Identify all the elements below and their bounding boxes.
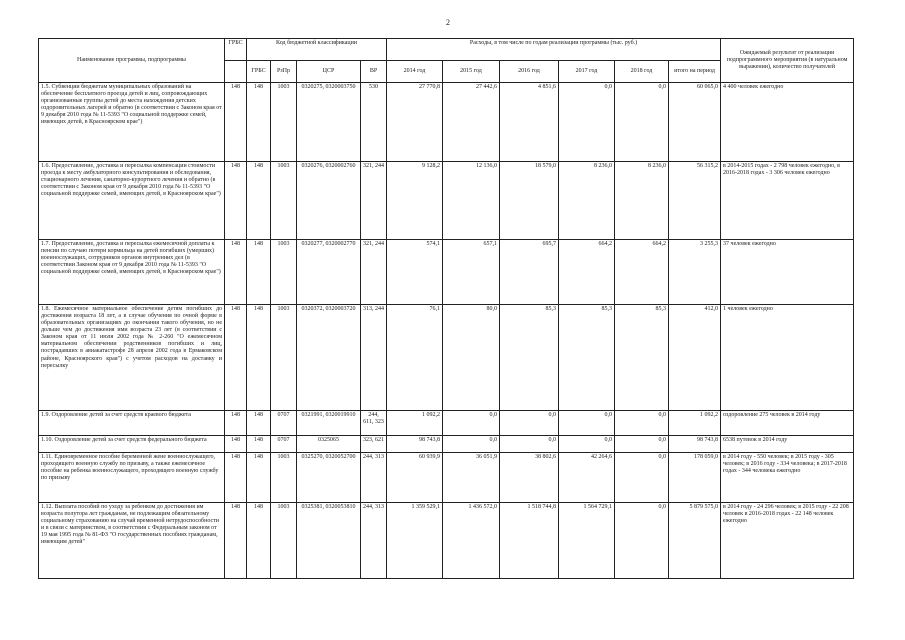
row-name: 1.10. Оздоровление детей за счет средств федерального бюджета (39, 436, 225, 453)
row-rzpr: 1003 (271, 162, 297, 240)
header-grbs-empty (225, 61, 247, 83)
budget-table (38, 38, 854, 579)
row-name: 1.6. Предоставление, доставка и пересылка компенсации стоимости проезда к месту амбулаторного консультирования и обследования, стационарного лечения, санаторно-курортного лечения и обратно (в соответствии с Законом края от 9 декабря 2010 года № 11-5393 "О социальной поддержке семей, имеющих детей, в Красноярском крае") (39, 162, 225, 240)
row-2017: 0,0 (559, 83, 615, 162)
row-csr: 0321991, 0320019910 (297, 411, 361, 436)
row-grbs: 148 (225, 453, 247, 503)
header-csr: ЦСР (297, 61, 361, 83)
row-csr: 0320276, 0320002760 (297, 162, 361, 240)
table-row (39, 83, 854, 162)
row-grbs-sub: 148 (247, 411, 271, 436)
header-2016: 2016 год (500, 61, 559, 83)
row-rzpr: 1003 (271, 83, 297, 162)
row-grbs: 148 (225, 305, 247, 411)
row-2016: 1 518 744,8 (500, 503, 559, 579)
row-2015: 80,0 (443, 305, 500, 411)
row-grbs-sub: 148 (247, 453, 271, 503)
header-vr: ВР (361, 61, 387, 83)
header-expenses: Расходы, в том числе по годам реализации программы (тыс. руб.) (387, 39, 721, 61)
row-result: 6538 путевок в 2014 году (721, 436, 854, 453)
table-row (39, 436, 854, 453)
row-grbs-sub: 148 (247, 240, 271, 305)
row-total: 60 065,0 (669, 83, 721, 162)
row-total: 412,0 (669, 305, 721, 411)
header-name: Наименование программы, подпрограммы (39, 39, 225, 83)
row-2016: 0,0 (500, 411, 559, 436)
row-2014: 574,1 (387, 240, 443, 305)
row-grbs: 148 (225, 411, 247, 436)
row-result: в 2014-2015 годах - 2 798 человек ежегодно, в 2016-2018 годах - 3 306 человек ежегодно (721, 162, 854, 240)
row-2016: 695,7 (500, 240, 559, 305)
row-name: 1.5. Субвенции бюджетам муниципальных образований на обеспечение бесплатного проезда детей и лиц, сопровождающих организованные группы детей до места нахождения детских оздоровительных лагерей и обратно (в соответствии с Законом края от 9 декабря 2010 года № 11-5393 "О социальной поддержке семей, имеющих детей, в Красноярском крае") (39, 83, 225, 162)
row-rzpr: 0707 (271, 436, 297, 453)
header-2014: 2014 год (387, 61, 443, 83)
row-2017: 42 264,6 (559, 453, 615, 503)
row-rzpr: 0707 (271, 411, 297, 436)
header-total: итого на период (669, 61, 721, 83)
row-result: в 2014 году - 24 296 человек; в 2015 году - 22 208 человек в 2016-2018 годах - 22 148 человек ежегодно (721, 503, 854, 579)
row-grbs-sub: 148 (247, 305, 271, 411)
row-2018: 0,0 (615, 83, 669, 162)
row-rzpr: 1003 (271, 305, 297, 411)
row-2017: 85,3 (559, 305, 615, 411)
table-row (39, 503, 854, 579)
row-2017: 1 564 729,1 (559, 503, 615, 579)
row-csr: 0320372, 0320003720 (297, 305, 361, 411)
table-row (39, 162, 854, 240)
row-name: 1.8. Ежемесячное материальное обеспечение детям погибших до достижения возраста 18 лет, а в случае обучения по очной форме в образовательных организациях до окончания такого обучения, но не дольше чем до достижения ими возраста 23 лет (в соответствии с Законом края от 11 июля 2002 года № 2-260 "О ежемесячном материальном обеспечении родственников погибших и лиц, пострадавших в авиакатастрофе 28 апреля 2002 года в Ермаковском районе, Красноярского края") с учетом расходов на доставку и пересылку (39, 305, 225, 411)
row-total: 98 743,8 (669, 436, 721, 453)
row-2016: 4 851,6 (500, 83, 559, 162)
page-number: 2 (446, 18, 450, 27)
row-csr: 0320277, 0320002770 (297, 240, 361, 305)
row-2015: 0,0 (443, 411, 500, 436)
row-2014: 98 743,8 (387, 436, 443, 453)
row-vr: 244, 313 (361, 503, 387, 579)
row-grbs: 148 (225, 83, 247, 162)
header-2017: 2017 год (559, 61, 615, 83)
row-vr: 321, 244 (361, 240, 387, 305)
row-result: 37 человек ежегодно (721, 240, 854, 305)
row-2018: 0,0 (615, 436, 669, 453)
table-row (39, 305, 854, 411)
row-grbs-sub: 148 (247, 83, 271, 162)
row-csr: 0320275, 0320003750 (297, 83, 361, 162)
row-name: 1.12. Выплата пособий по уходу за ребенком до достижения им возраста полутора лет гражданам, не подлежащим обязательному социальному страхованию на случай временной нетрудоспособности и в связи с материнством, в соответствии с Федеральным законом от 19 мая 1995 года № 81-ФЗ "О государственных пособиях гражданам, имеющим детей" (39, 503, 225, 579)
header-2015: 2015 год (443, 61, 500, 83)
header-grbs-sub: ГРБС (247, 61, 271, 83)
row-2018: 0,0 (615, 503, 669, 579)
header-result: Ожидаемый результат от реализации подпрограммного мероприятия (в натуральном выражении), количество получателей (721, 39, 854, 83)
row-2018: 0,0 (615, 411, 669, 436)
row-vr: 530 (361, 83, 387, 162)
row-rzpr: 1003 (271, 453, 297, 503)
row-2016: 38 802,6 (500, 453, 559, 503)
row-vr: 244, 313 (361, 453, 387, 503)
row-2017: 664,2 (559, 240, 615, 305)
table-row (39, 240, 854, 305)
row-2015: 1 436 572,0 (443, 503, 500, 579)
header-rzpr: РзПр (271, 61, 297, 83)
row-2018: 8 236,0 (615, 162, 669, 240)
row-grbs: 148 (225, 503, 247, 579)
row-vr: 244, 611, 323 (361, 411, 387, 436)
row-2018: 0,0 (615, 453, 669, 503)
row-result: 4 400 человек ежегодно (721, 83, 854, 162)
row-2018: 85,3 (615, 305, 669, 411)
row-vr: 321, 244 (361, 162, 387, 240)
row-2015: 0,0 (443, 436, 500, 453)
table-row (39, 453, 854, 503)
row-total: 3 255,3 (669, 240, 721, 305)
row-2017: 0,0 (559, 436, 615, 453)
table-row (39, 411, 854, 436)
row-2014: 1 092,2 (387, 411, 443, 436)
row-result: в 2014 году - 550 человек; в 2015 году - 305 человек; в 2016 году - 334 человека; в 2017-2018 годах - 344 человека ежегодно (721, 453, 854, 503)
row-total: 56 315,2 (669, 162, 721, 240)
row-2015: 27 442,6 (443, 83, 500, 162)
header-2018: 2018 год (615, 61, 669, 83)
row-name: 1.9. Оздоровление детей за счет средств краевого бюджета (39, 411, 225, 436)
row-grbs: 148 (225, 162, 247, 240)
row-grbs-sub: 148 (247, 162, 271, 240)
row-grbs: 148 (225, 240, 247, 305)
header-grbs: ГРБС (225, 39, 247, 61)
row-grbs-sub: 148 (247, 503, 271, 579)
row-2014: 76,1 (387, 305, 443, 411)
row-grbs-sub: 148 (247, 436, 271, 453)
row-vr: 323, 621 (361, 436, 387, 453)
row-2018: 664,2 (615, 240, 669, 305)
row-rzpr: 1003 (271, 240, 297, 305)
row-2015: 12 136,0 (443, 162, 500, 240)
row-vr: 313, 244 (361, 305, 387, 411)
row-2017: 8 236,0 (559, 162, 615, 240)
row-result: оздоровление 275 человек в 2014 году (721, 411, 854, 436)
row-total: 5 879 575,0 (669, 503, 721, 579)
row-2014: 1 359 529,1 (387, 503, 443, 579)
row-total: 1 092,2 (669, 411, 721, 436)
row-2014: 27 770,8 (387, 83, 443, 162)
header-budget-code: Код бюджетной классификации (247, 39, 387, 61)
row-2014: 9 128,2 (387, 162, 443, 240)
row-2015: 657,1 (443, 240, 500, 305)
row-grbs: 148 (225, 436, 247, 453)
row-csr: 0325065 (297, 436, 361, 453)
row-2014: 60 939,9 (387, 453, 443, 503)
row-name: 1.11. Единовременное пособие беременной жене военнослужащего, проходящего военную службу по призыву, а также ежемесячное пособие на ребенка военнослужащего, проходящего военную службу по призыву (39, 453, 225, 503)
row-csr: 0325270, 0320052700 (297, 453, 361, 503)
row-2015: 36 051,9 (443, 453, 500, 503)
row-2016: 85,3 (500, 305, 559, 411)
row-2016: 0,0 (500, 436, 559, 453)
row-csr: 0325381, 0320053810 (297, 503, 361, 579)
row-name: 1.7. Предоставление, доставка и пересылка ежемесячной доплаты к пенсии по случаю потери кормильца на детей погибших (умерших) военнослужащих, сотрудников органов внутренних дел (в соответствии Законом края от 9 декабря 2010 года № 11-5393 "О социальной поддержке семей, имеющих детей, в Красноярском крае") (39, 240, 225, 305)
row-result: 1 человек ежегодно (721, 305, 854, 411)
row-rzpr: 1003 (271, 503, 297, 579)
header-row (39, 39, 854, 61)
row-2017: 0,0 (559, 411, 615, 436)
row-total: 178 059,0 (669, 453, 721, 503)
row-2016: 18 579,0 (500, 162, 559, 240)
